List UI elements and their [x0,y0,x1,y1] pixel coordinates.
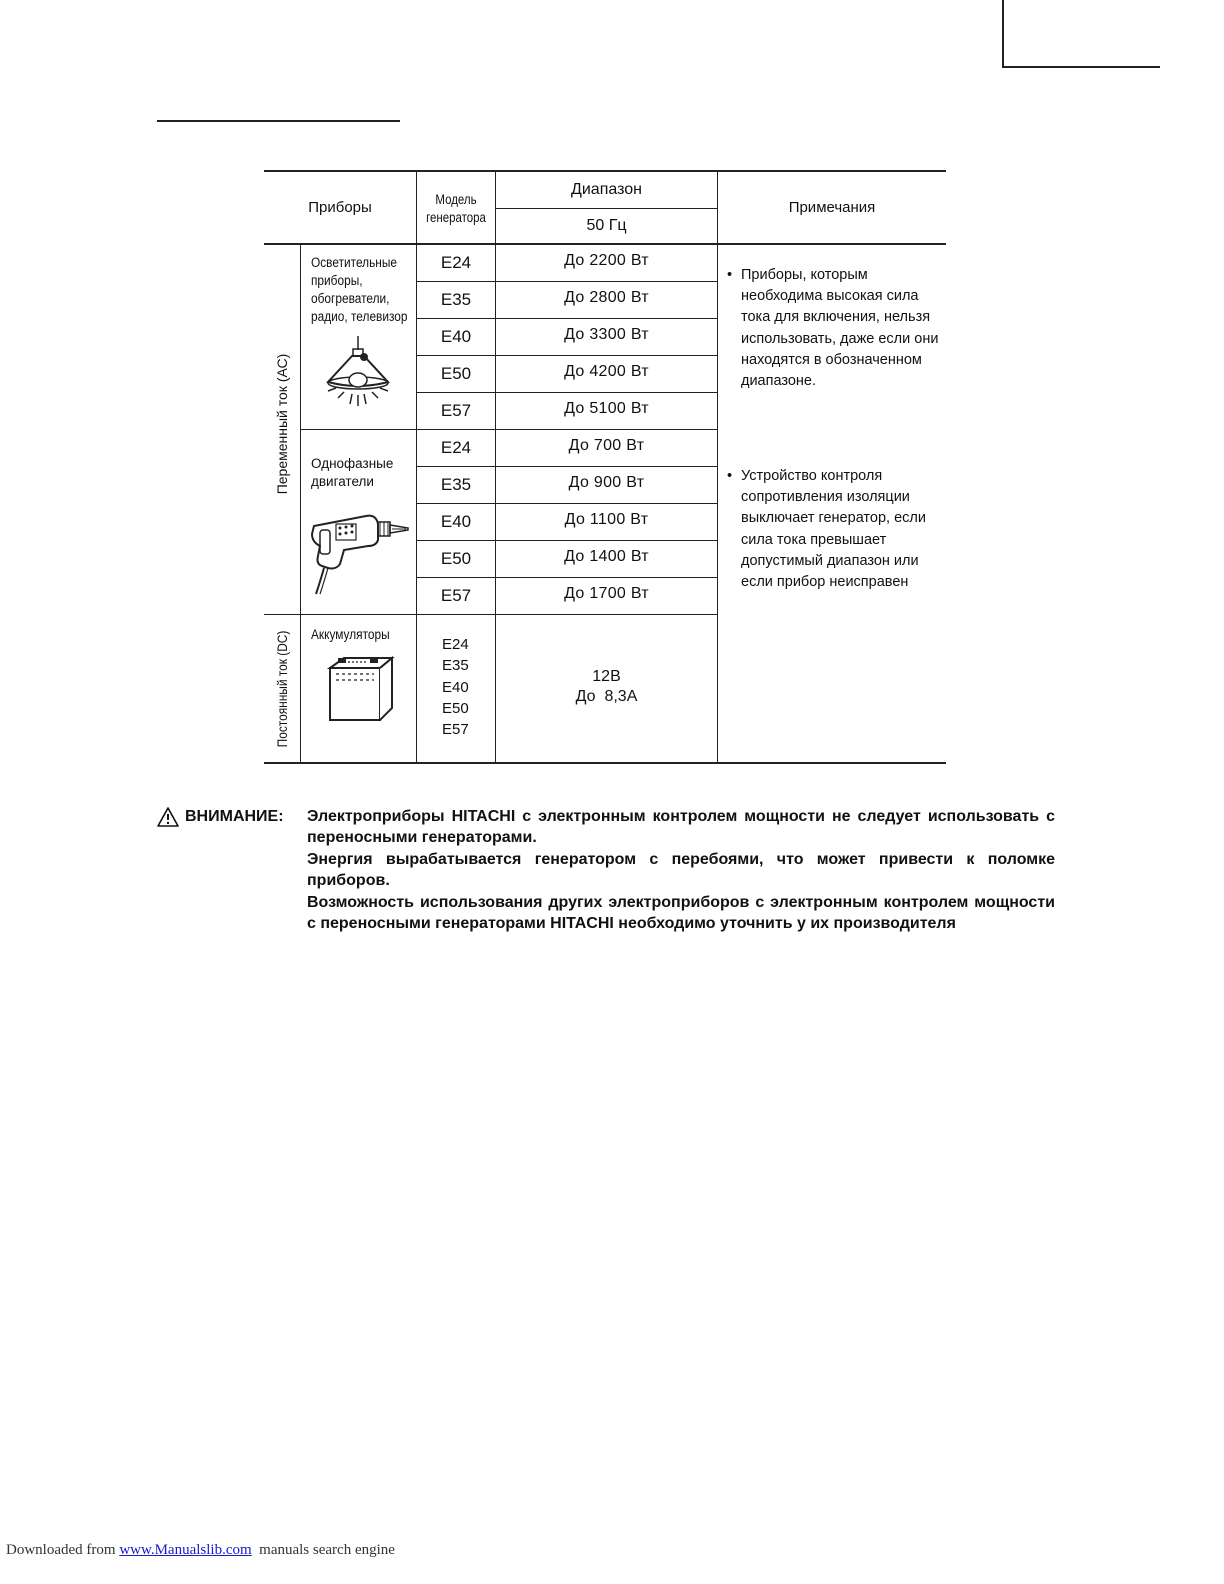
dc-current-label: Постоянный ток (DC) [274,630,290,748]
section-heading-rule [157,120,400,122]
table-bottom-rule [264,762,946,764]
manualslib-link[interactable]: www.Manualslib.com [119,1542,252,1558]
group-label-motors: Однофазные двигатели [311,456,394,489]
column-divider [717,171,718,763]
model-item: E50 [442,699,469,717]
model-cell: E24 [440,253,472,272]
range-cell: До 2800 Вт [564,289,649,306]
model-cell: E50 [440,549,472,568]
dc-range-voltage: 12В [592,668,621,685]
lamp-icon [322,336,394,408]
model-item: E35 [442,657,469,675]
header-frequency: 50 Гц [586,217,627,234]
range-cell: До 1400 Вт [564,548,649,565]
model-item: E40 [442,678,469,696]
model-cell: E24 [440,438,472,457]
model-cell: E57 [440,401,472,420]
note-text: Устройство контроля сопротивления изоляции выключает генератор, если сила тока превышает допустимый диапазон или если прибор неисправен [741,468,926,591]
download-footer [6,1542,395,1559]
drill-icon [306,512,412,596]
note-high-current [727,265,942,392]
header-model-cell [417,172,495,243]
note-text: Приборы, которым необходима высокая сила тока для включения, нельзя использовать, даже если они находятся в обозначенном диапазоне. [741,267,939,390]
range-cell: До 3300 Вт [564,326,649,343]
warning-heading [157,806,284,827]
dc-models-list [416,634,496,740]
footer-prefix: Downloaded from [6,1542,120,1558]
header-model: Модель генератора [426,190,486,225]
range-cell: До 700 Вт [568,437,645,454]
battery-icon [326,652,396,724]
range-cell: До 2200 Вт [564,252,649,269]
note-insulation-control [727,466,942,593]
model-cell: E50 [440,364,472,383]
ac-current-label: Переменный ток (АС) [274,353,290,495]
header-notes: Примечания [788,199,876,216]
range-cell: До 900 Вт [568,474,645,491]
bullet: • [727,267,733,283]
model-item: E57 [442,721,469,739]
corner-mark-vertical [1002,0,1004,68]
range-cell: До 1700 Вт [564,585,649,602]
ac-dc-divider [264,614,717,615]
warning-triangle-icon [157,807,179,827]
model-cell: E35 [440,475,472,494]
bullet: • [727,468,733,484]
warning-paragraph: Электроприборы HITACHI с электронным контролем мощности не следует использовать с переносными генераторами. [307,808,1055,847]
model-cell: E35 [440,290,472,309]
warning-text [307,806,1055,934]
range-cell: До 1100 Вт [564,511,649,528]
warning-paragraph: Возможность использования других электроприборов с электронным контролем мощности с переносными генераторами HITACHI необходимо уточнить у их производителя [307,893,1055,933]
footer-suffix: manuals search engine [251,1542,395,1558]
header-range: Диапазон [571,181,642,198]
warning-paragraph: Энергия вырабатывается генератором с перебоями, что может привести к поломке приборов. [307,850,1055,890]
header-devices: Приборы [308,199,372,216]
column-divider [300,244,301,763]
range-cell: До 5100 Вт [564,400,649,417]
range-cell: До 4200 Вт [564,363,649,380]
group-label-batteries: Аккумуляторы [311,627,390,642]
model-cell: E40 [440,512,472,531]
model-cell: E57 [440,586,472,605]
group-label-lighting: Осветительные приборы, обогреватели, радио, телевизор [311,255,408,324]
dc-range-cell [496,667,717,707]
warning-label: ВНИМАНИЕ: [185,808,284,825]
model-cell: E40 [440,327,472,346]
dc-range-current: До 8,3А [575,688,638,705]
model-item: E24 [442,636,469,653]
corner-mark-horizontal [1002,66,1160,68]
